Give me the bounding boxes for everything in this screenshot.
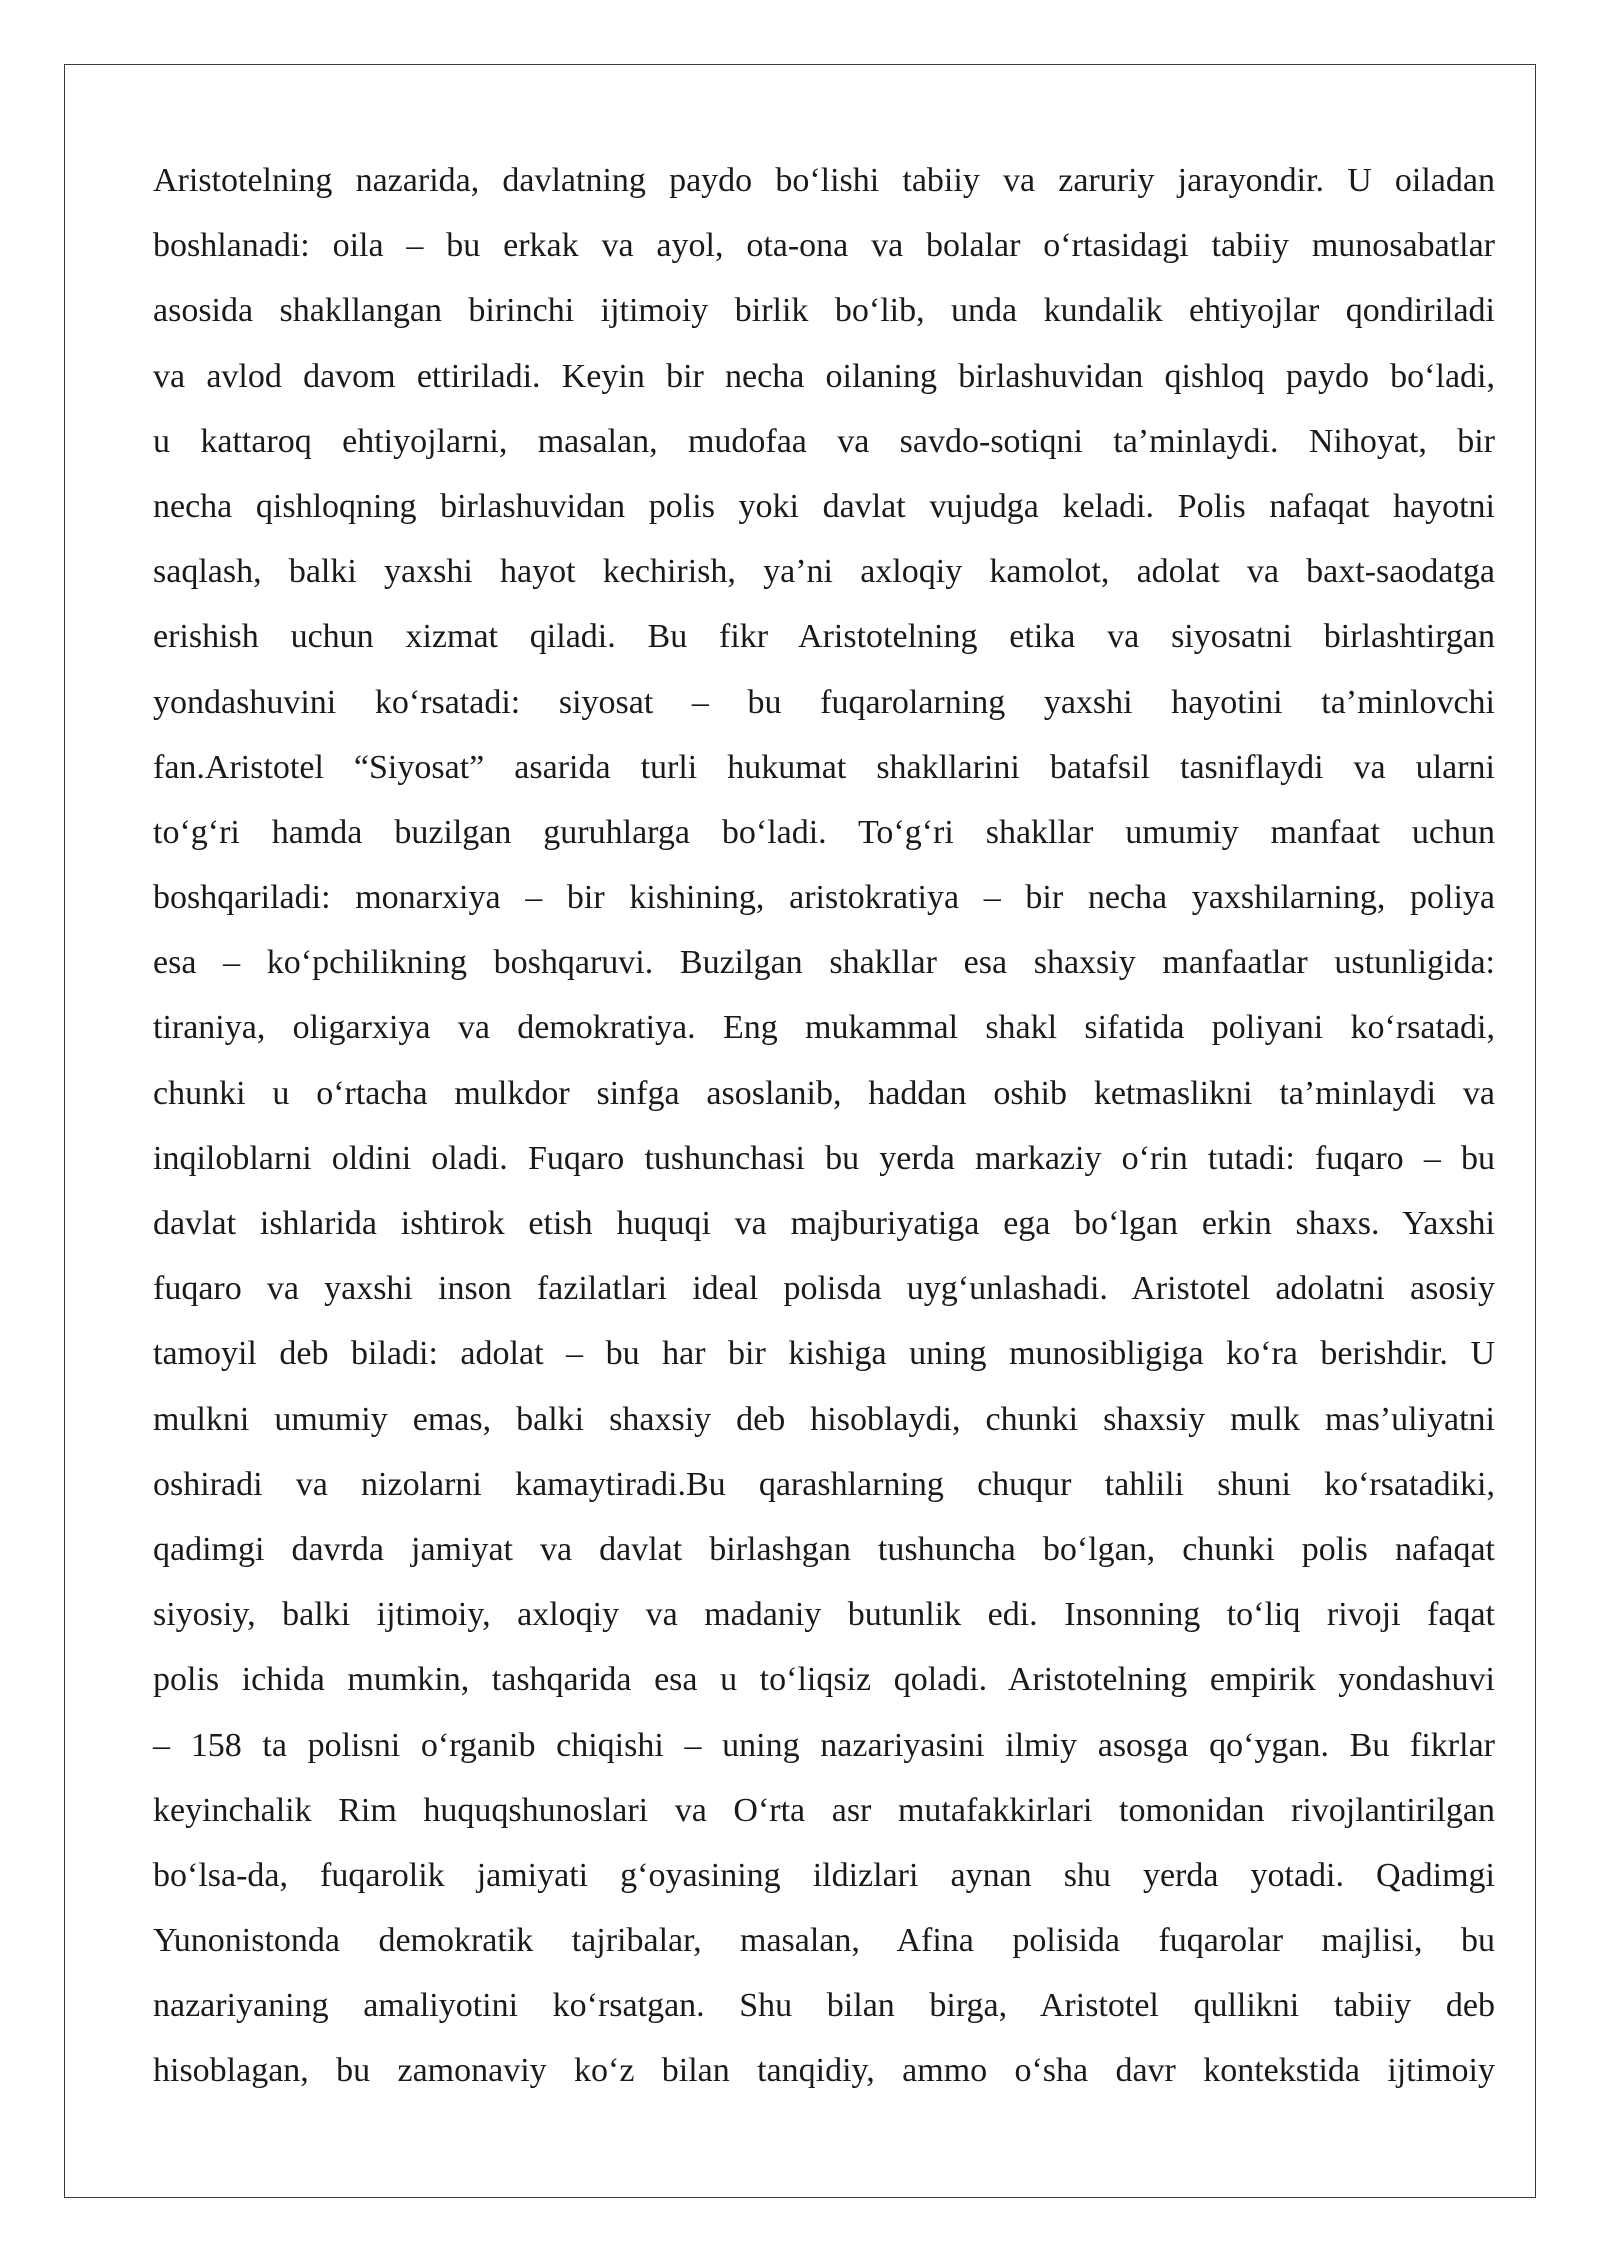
text-line: inqiloblarni oldini oladi. Fuqaro tushunchasi bu yerda markaziy o‘rin tutadi: fuqaro – bu [153,1139,1495,1177]
text-line: u kattaroq ehtiyojlarni, masalan, mudofaa va savdo-sotiqni ta’minlaydi. Nihoyat, bir [153,422,1495,460]
text-line: esa – ko‘pchilikning boshqaruvi. Buzilgan shakllar esa shaxsiy manfaatlar ustunligida: [153,944,1495,982]
text-line: erishish uchun xizmat qiladi. Bu fikr Aristotelning etika va siyosatni birlashtirgan [153,618,1495,656]
text-line: tiraniya, oligarxiya va demokratiya. Eng mukammal shakl sifatida poliyani ko‘rsatadi, [153,1009,1495,1047]
text-line: yondashuvini ko‘rsatadi: siyosat – bu fuqarolarning yaxshi hayotini ta’minlovchi [153,683,1495,721]
text-line: keyinchalik Rim huquqshunoslari va O‘rta asr mutafakkirlari tomonidan rivojlantirilgan [153,1791,1495,1829]
text-line: bo‘lsa-da, fuqarolik jamiyati g‘oyasining ildizlari aynan shu yerda yotadi. Qadimgi [153,1856,1495,1894]
text-line: qadimgi davrda jamiyat va davlat birlashgan tushuncha bo‘lgan, chunki polis nafaqat [153,1530,1495,1568]
text-line: siyosiy, balki ijtimoiy, axloqiy va madaniy butunlik edi. Insonning to‘liq rivoji faqat [153,1596,1495,1634]
text-line: tamoyil deb biladi: adolat – bu har bir kishiga uning munosibligiga ko‘ra berishdir. U [153,1335,1495,1373]
text-line: hisoblagan, bu zamonaviy ko‘z bilan tanqidiy, ammo o‘sha davr kontekstida ijtimoiy [153,2052,1495,2090]
text-line: mulkni umumiy emas, balki shaxsiy deb hisoblaydi, chunki shaxsiy mulk mas’uliyatni [153,1400,1495,1438]
text-line: oshiradi va nizolarni kamaytiradi.Bu qarashlarning chuqur tahlili shuni ko‘rsatadiki, [153,1465,1495,1503]
text-line: saqlash, balki yaxshi hayot kechirish, ya’ni axloqiy kamolot, adolat va baxt-saodatga [153,553,1495,591]
text-line: – 158 ta polisni o‘rganib chiqishi – uning nazariyasini ilmiy asosga qo‘ygan. Bu fikrlar [153,1726,1495,1764]
text-line: boshlanadi: oila – bu erkak va ayol, ota-ona va bolalar o‘rtasidagi tabiiy munosabatlar [153,227,1495,265]
text-line: va avlod davom ettiriladi. Keyin bir necha oilaning birlashuvidan qishloq paydo bo‘ladi, [153,357,1495,395]
text-line: davlat ishlarida ishtirok etish huquqi va majburiyatiga ega bo‘lgan erkin shaxs. Yaxshi [153,1205,1495,1242]
text-line: fan.Aristotel “Siyosat” asarida turli hukumat shakllarini batafsil tasniflaydi va ularni [153,748,1495,786]
body-paragraph [153,148,1495,2104]
text-line: asosida shakllangan birinchi ijtimoiy birlik bo‘lib, unda kundalik ehtiyojlar qondiriladi [153,292,1495,330]
text-line: to‘g‘ri hamda buzilgan guruhlarga bo‘ladi. To‘g‘ri shakllar umumiy manfaat uchun [153,813,1495,851]
text-line: nazariyaning amaliyotini ko‘rsatgan. Shu bilan birga, Aristotel qullikni tabiiy deb [153,1987,1495,2025]
text-line: Aristotelning nazarida, davlatning paydo bo‘lishi tabiiy va zaruriy jarayondir. U oiladan [153,162,1495,199]
text-line: Yunonistonda demokratik tajribalar, masalan, Afina polisida fuqarolar majlisi, bu [153,1922,1495,1960]
text-line: fuqaro va yaxshi inson fazilatlari ideal polisda uyg‘unlashadi. Aristotel adolatni asosiy [153,1270,1495,1308]
text-line: polis ichida mumkin, tashqarida esa u to‘liqsiz qoladi. Aristotelning empirik yondashuvi [153,1661,1495,1699]
text-line: boshqariladi: monarxiya – bir kishining, aristokratiya – bir necha yaxshilarning, poliya [153,879,1495,917]
text-line: chunki u o‘rtacha mulkdor sinfga asoslanib, haddan oshib ketmaslikni ta’minlaydi va [153,1074,1495,1112]
text-line: necha qishloqning birlashuvidan polis yoki davlat vujudga keladi. Polis nafaqat hayotni [153,487,1495,525]
